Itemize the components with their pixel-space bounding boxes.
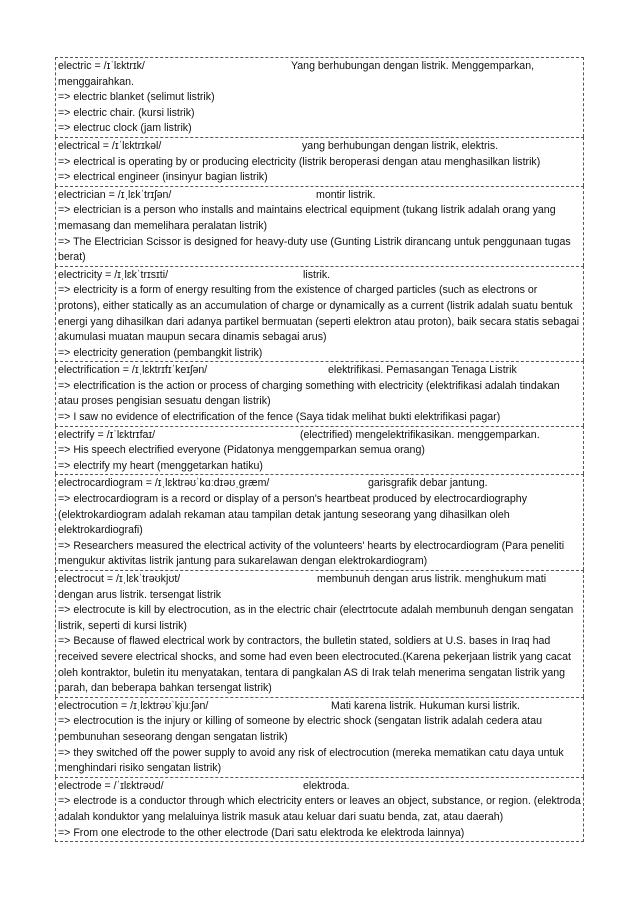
entry-header [58, 363, 581, 379]
example-line: => electricity is a form of energy resulting from the existence of charged particles (such as electrons or protons), either statically as an accumulation of charge or dynamically as a current (listrik adalah suatu bentuk energi yang dihasilkan dari adanya partikel bermuatan (seperti elektron atau proton), baik secara statis sebagai akumulasi muatan maupun secara dinamis sebagai arus) [58, 284, 580, 344]
term: electrical = /ɪˈlɛktrɪkəl/ [58, 139, 162, 152]
entry-electric [55, 57, 584, 137]
term: electrify = /ɪˈlɛktrɪfaɪ/ [58, 428, 156, 441]
meaning: Yang berhubungan dengan listrik. Menggemparkan, [291, 60, 535, 72]
entry-header [58, 268, 581, 284]
term: electricity = /ɪˌlɛkˈtrɪsɪti/ [58, 268, 169, 281]
entry-electrocution [55, 697, 584, 777]
meaning: membunuh dengan arus listrik. menghukum mati [317, 573, 547, 585]
entry-electrification [55, 361, 584, 425]
entry-electrical [55, 137, 584, 186]
example-line: => electruc clock (jam listrik) [58, 122, 192, 135]
entry-header [58, 428, 581, 444]
entry-electrocut [55, 570, 584, 697]
entry-header [58, 188, 581, 204]
entry-electrocardiogram [55, 474, 584, 570]
meaning: (electrified) mengelektrifikasikan. menggemparkan. [300, 428, 540, 441]
entry-electricity [55, 266, 584, 362]
example-line: => Because of flawed electrical work by contractors, the bulletin stated, soldiers at U.S. bases in Iraq had received severe electrical shocks, and some had even been electrocuted.(Karena pekerjaan listrik yang cacat oleh kontraktor, buletin itu menyatakan, tentara di pangkalan AS di Irak telah menerima sengatan listrik yang parah, dan beberapa bahkan tersengat listrik) [58, 635, 571, 695]
example-line: => electrify my heart (menggetarkan hatiku) [58, 459, 263, 472]
meaning: montir listrik. [316, 188, 376, 201]
term: electrode = /ˈɪlɛktrəʊd/ [58, 779, 164, 792]
entry-electrician [55, 186, 584, 266]
example-line: => they switched off the power supply to avoid any risk of electrocution (mereka mematikan catu daya untuk menghindari risiko sengatan listrik) [58, 746, 564, 775]
glossary-document [55, 57, 584, 842]
example-line: => electrocardiogram is a record or display of a person's heartbeat produced by electrocardiography (elektrokardiogram adalah rekaman atau tampilan detak jantung seseorang yang dihasilkan oleh elektrokardiografi) [58, 493, 527, 537]
meaning-continued: dengan arus listrik. tersengat listrik [58, 588, 222, 601]
example-line: => electrician is a person who installs and maintains electrical equipment (tukang listrik adalah orang yang memasang dan memelihara peralatan listrik) [58, 204, 556, 232]
example-line: => electric blanket (selimut listrik) [58, 91, 215, 104]
term: electrocardiogram = /ɪˌlɛktrəʊˈkɑːdɪəʊˌɡræm/ [58, 477, 270, 490]
term: electrician = /ɪˌlɛkˈtrɪʃən/ [58, 188, 172, 201]
meaning: elektrifikasi. Pemasangan Tenaga Listrik [328, 364, 517, 377]
example-line: => Researchers measured the electrical activity of the volunteers' hearts by electrocardiogram (Para peneliti mengukur aktivitas listrik jantung para sukarelawan dengan elektrokardiogram) [58, 539, 565, 568]
meaning: yang berhubungan dengan listrik, elektris. [302, 139, 499, 152]
example-line: => electricity generation (pembangkit listrik) [58, 346, 263, 359]
example-line: => electrode is a conductor through which electricity enters or leaves an object, substance, or region. (elektroda adalah konduktor yang melaluinya listrik masuk atau keluar dari suatu benda, zat, atau daerah) [58, 795, 581, 823]
entry-electrode [55, 777, 584, 842]
example-line: => electrical engineer (insinyur bagian listrik) [58, 171, 268, 184]
term: electrocution = /ɪˌlɛktrəʊˈkjuːʃən/ [58, 699, 209, 712]
example-line: => electrocution is the injury or killing of someone by electric shock (sengatan listrik adalah cedera atau pembunuhan seseorang dengan sengatan listrik) [58, 715, 543, 743]
term: electric = /ɪˈlɛktrɪk/ [58, 60, 145, 72]
entry-header [58, 699, 581, 715]
entry-header [58, 59, 581, 75]
entry-header [58, 779, 581, 795]
entry-electrify [55, 426, 584, 475]
term: electrification = /ɪˌlɛktrɪfɪˈkeɪʃən/ [58, 364, 208, 377]
example-line: => electrocute is kill by electrocution, as in the electric chair (electrtocute adalah membunuh dengan sengatan listrik, seperti di kursi listrik) [58, 604, 574, 632]
example-line: => From one electrode to the other electrode (Dari satu elektroda ke elektroda lainnya) [58, 826, 465, 839]
example-line: => His speech electrified everyone (Pidatonya menggemparkan semua orang) [58, 444, 425, 457]
example-line: => electrical is operating by or producing electricity (listrik beroperasi dengan atau menghasilkan listrik) [58, 155, 541, 168]
entry-header [58, 572, 581, 588]
meaning: garisgrafik debar jantung. [368, 477, 488, 490]
example-line: => I saw no evidence of electrification of the fence (Saya tidak melihat bukti elektrifikasi pagar) [58, 411, 501, 424]
term: electrocut = /ɪˌlɛkˈtrəʊkjʊt/ [58, 573, 181, 585]
entry-header [58, 139, 581, 155]
example-line: => The Electrician Scissor is designed for heavy-duty use (Gunting Listrik dirancang untuk penggunaan tugas berat) [58, 235, 571, 264]
meaning-continued: menggairahkan. [58, 75, 134, 88]
entry-header [58, 476, 581, 492]
example-line: => electrification is the action or process of charging something with electricity (elektrifikasi adalah tindakan atau proses pengisian sesuatu dengan listrik) [58, 379, 560, 408]
meaning: Mati karena listrik. Hukuman kursi listrik. [331, 699, 520, 712]
example-line: => electric chair. (kursi listrik) [58, 106, 195, 119]
meaning: elektroda. [303, 779, 350, 792]
meaning: listrik. [303, 268, 331, 281]
